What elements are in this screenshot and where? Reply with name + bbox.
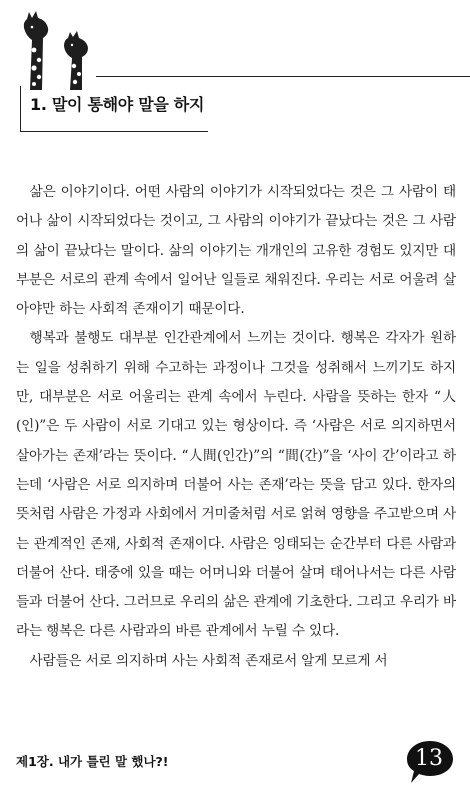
chapter-label: 제1장. 내가 틀린 말 했나?! [16,754,169,769]
giraffe-icon [20,6,98,90]
page-number: 13 [415,746,443,771]
header-rule [96,76,470,77]
heading-underline [20,131,208,132]
paragraph: 사람들은 서로 의지하며 사는 사회적 존재로서 알게 모르게 서 [29,652,388,669]
heading-side-line [20,86,21,131]
paragraph: 삶은 이야기이다. 어떤 사람의 이야기가 시작되었다는 것은 그 사람이 태어나 삶이 시작되었다는 것이고, 그 사람의 이야기가 끝났다는 것은 그 사람의 삶이 끝났다는 말이다. 삶의 이야기는 개개인의 고유한 경험도 있지만 대부분은 서로의 관계 속에서 일어난 일들로 채워진다. 우리는 서로 어울려 살아야만 하는 사회적 존재이기 때문이다. [16,184,456,318]
section-heading: 1. 말이 통해야 말을 하지 [30,95,205,114]
paragraph: 행복과 불행도 대부분 인간관계에서 느끼는 것이다. 행복은 각자가 원하는 일을 성취하기 위해 수고하는 과정이나 그것을 성취해서 느끼기도 하지만, 대부분은 서로 어울리는 관계 속에서 누린다. 사람을 뜻하는 한자 “人(인)”은 두 사람이 서로 기대고 있는 형상이다. 즉 ‘사람은 서로 의지하면서 살아가는 존재’라는 뜻이다. “人間(인간)”의 “間(간)”을 ‘사이 간’이라고 하는데 ‘사람은 서로 의지하며 더불어 사는 존재’라는 뜻을 담고 있다. 한자의 뜻처럼 사람은 가정과 사회에서 거미줄처럼 서로 얽혀 영향을 주고받으며 사는 관계적인 존재, 사회적 존재이다. 사람은 잉태되는 순간부터 다른 사람과 더불어 산다. 태중에 있을 때는 어머니와 더불어 살며 태어나서는 다른 사람들과 더불어 산다. 그러므로 우리의 삶은 관계에 기초한다. 그리고 우리가 바라는 행복은 다른 사람과의 바른 관계에서 누릴 수 있다. [16,330,456,640]
body-text [16,178,456,676]
